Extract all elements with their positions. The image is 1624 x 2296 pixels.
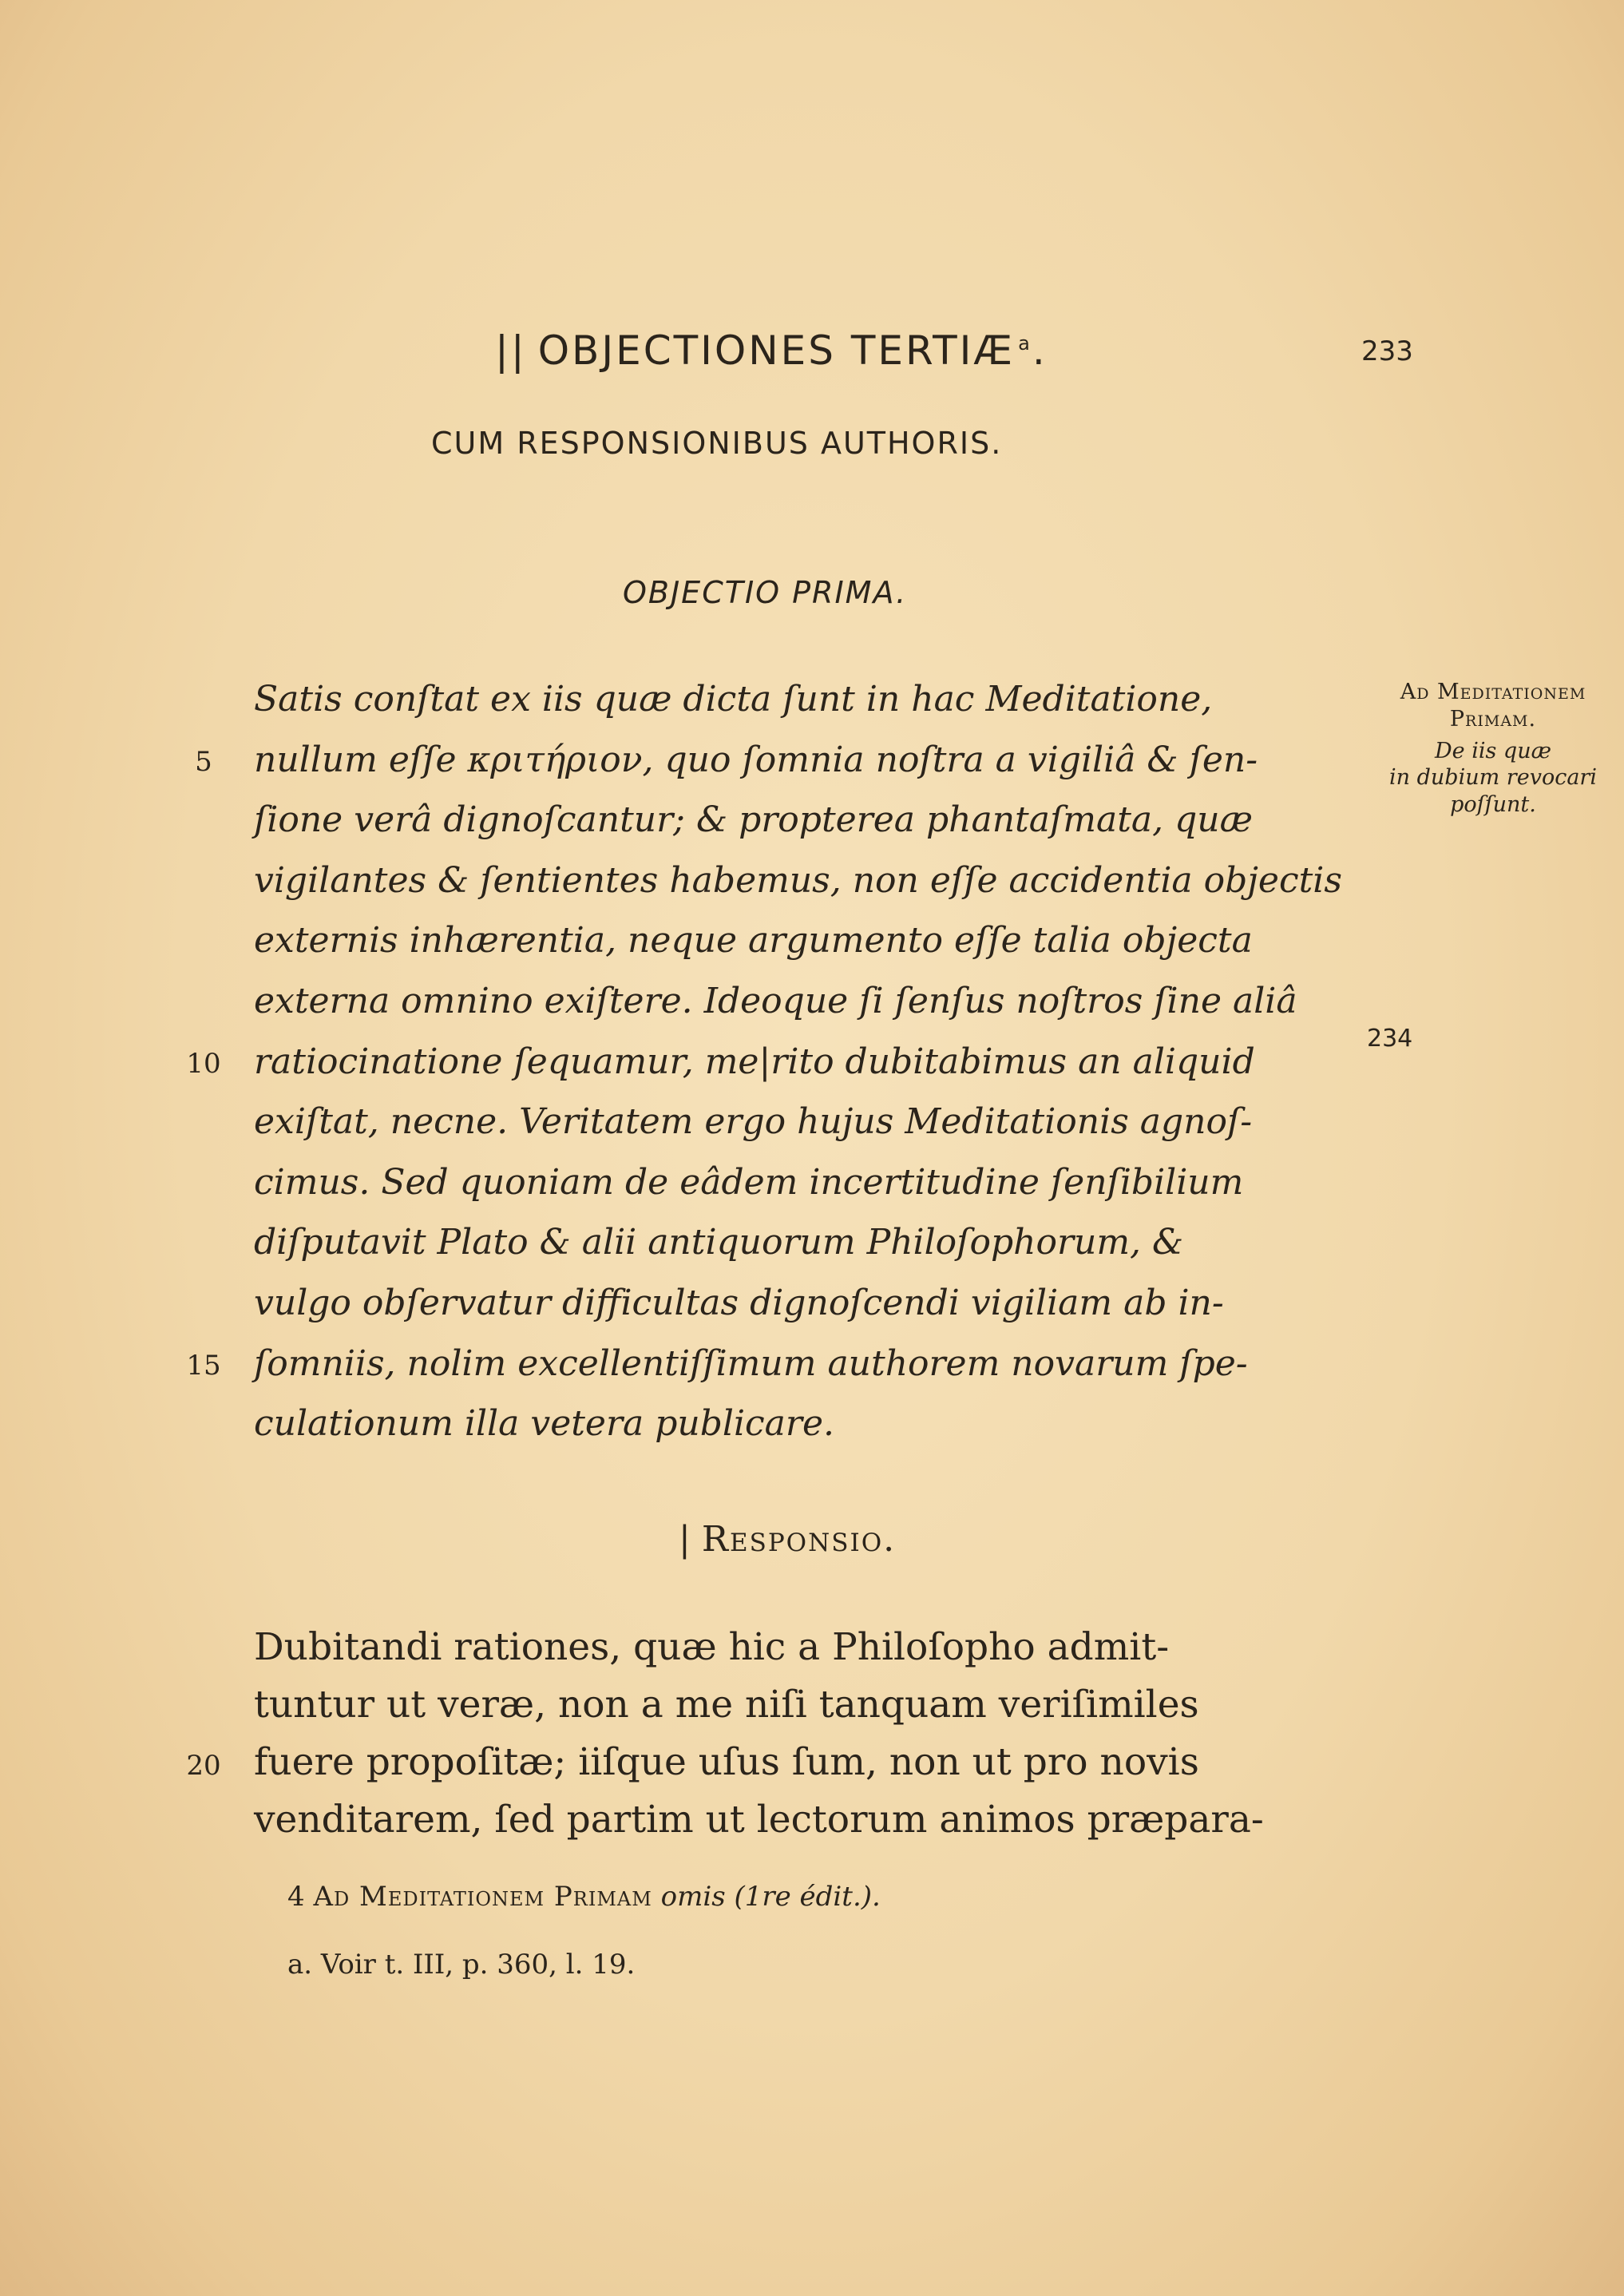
header-bar: || xyxy=(495,327,527,374)
response-line: tuntur ut veræ, non a me niſi tanquam veriſimiles xyxy=(254,1683,1199,1727)
responsio-heading xyxy=(679,1519,896,1560)
footnote-1-number: 4 xyxy=(287,1881,305,1913)
responsio-bar: | xyxy=(679,1519,692,1560)
margin-note-title-1: Ad Meditationem xyxy=(1400,680,1586,704)
footnote-1-italic: omis (1re édit.). xyxy=(660,1881,881,1913)
margin-note-italic-1: De iis quæ xyxy=(1435,738,1551,763)
footnote-1 xyxy=(287,1881,881,1913)
line-number: 10 xyxy=(186,1047,221,1080)
objection-line: ſione verâ dignoſcantur; & propterea phantaſmata, quæ xyxy=(254,799,1253,841)
response-line: Dubitandi rationes, quæ hic a Philoſopho admit- xyxy=(254,1625,1170,1669)
margin-note-title-2: Primam. xyxy=(1449,706,1537,732)
objection-line: culationum illa vetera publicare. xyxy=(254,1403,834,1445)
line-number: 15 xyxy=(186,1349,221,1382)
objection-line: externis inhærentia, neque argumento eſſe talia objecta xyxy=(254,920,1253,962)
header-title-text: OBJECTIONES TERTIÆ xyxy=(537,327,1016,374)
header-title-period: . xyxy=(1032,327,1048,374)
margin-note-italic-3: poſſunt. xyxy=(1450,792,1536,817)
response-line: fuere propoſitæ; iiſque uſus ſum, non ut pro novis xyxy=(254,1740,1199,1784)
response-line: venditarem, ſed partim ut lectorum animos præpara- xyxy=(254,1798,1264,1842)
page-number: 233 xyxy=(1361,335,1413,367)
line-number: 20 xyxy=(186,1750,221,1782)
header-title-footnote-mark: a xyxy=(1018,332,1032,355)
footnote-1-smallcaps: Ad Meditationem Primam xyxy=(313,1881,652,1913)
objection-line: externa omnino exiſtere. Ideoque ſi ſenſus noſtros ſine aliâ xyxy=(254,981,1297,1021)
section-title: OBJECTIO PRIMA. xyxy=(623,575,908,610)
line-number: 5 xyxy=(195,745,212,778)
margin-page-number: 234 xyxy=(1367,1025,1413,1053)
objection-line: ratiocinatione ſequamur, me|rito dubitabimus an aliquid xyxy=(254,1041,1255,1082)
objection-line: cimus. Sed quoniam de eâdem incertitudine ſenſibilium xyxy=(254,1161,1244,1203)
objection-line: ſomniis, nolim excellentiſſimum authorem novarum ſpe- xyxy=(254,1342,1248,1384)
objection-line: exiſtat, necne. Veritatem ergo hujus Meditationis agnoſ- xyxy=(254,1101,1253,1143)
objection-line: diſputavit Plato & alii antiquorum Philoſophorum, & xyxy=(254,1222,1184,1263)
objection-line: vigilantes & ſentientes habemus, non eſſe accidentia objectis xyxy=(254,859,1342,901)
responsio-heading-text: Responsio. xyxy=(701,1519,897,1560)
footnote-2: a. Voir t. III, p. 360, l. 19. xyxy=(287,1949,636,1981)
page-subtitle: CUM RESPONSIONIBUS AUTHORIS. xyxy=(431,426,1003,461)
objection-line: vulgo obſervatur difficultas dignoſcendi vigiliam ab in- xyxy=(254,1283,1224,1323)
objection-line: Satis conſtat ex iis quæ dicta ſunt in hac Meditatione, xyxy=(254,679,1213,720)
objection-line: nullum eſſe κριτήριον, quo ſomnia noſtra a vigiliâ & ſen- xyxy=(254,739,1258,780)
margin-note-italic-2: in dubium revocari xyxy=(1389,765,1597,791)
page-header-title xyxy=(495,327,1048,374)
margin-note xyxy=(1365,679,1621,819)
